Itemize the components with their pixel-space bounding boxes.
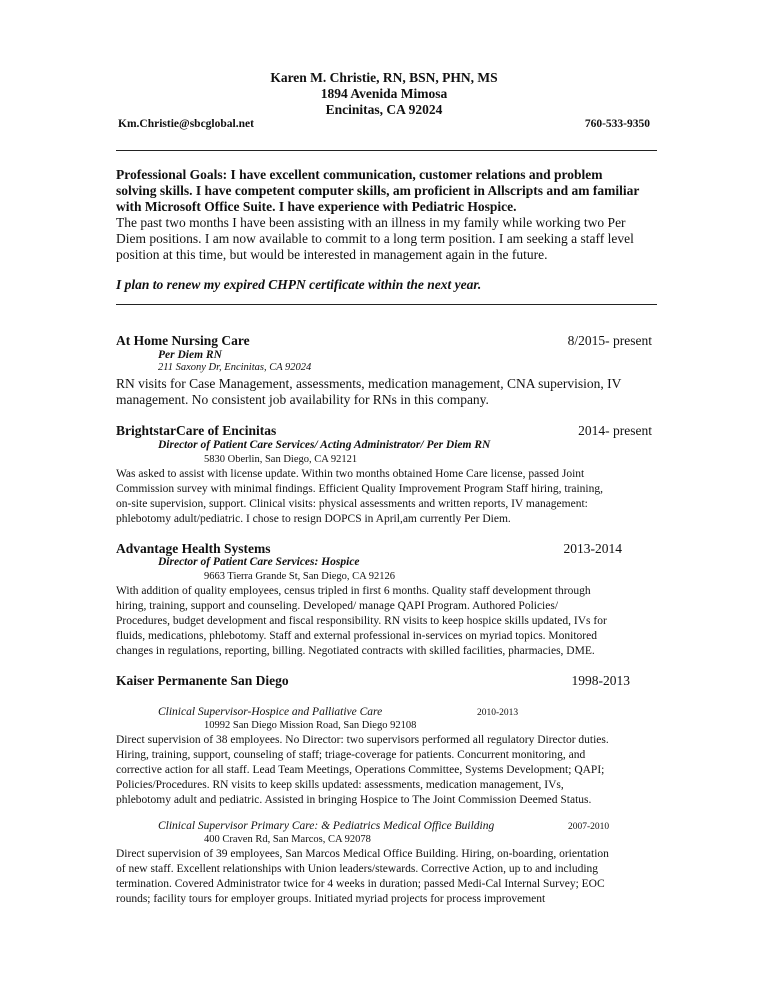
role-description-line: Policies/Procedures. RN visits to keep skills updated: assessments, medication management, IVs,	[116, 779, 564, 791]
role-description-line: phlebotomy adult and pediatric. Assisted in bringing Hospice to The Joint Commission Deemed Status.	[116, 794, 592, 806]
job-description-line: With addition of quality employees, census tripled in first 6 months. Quality staff development through	[116, 585, 591, 597]
role-description-line: Direct supervision of 39 employees, San Marcos Medical Office Building. Hiring, on-boarding, orientation	[116, 848, 609, 860]
city-address: Encinitas, CA 92024	[325, 102, 443, 117]
role-description-line: corrective action for all staff. Lead Team Meetings, Operations Committee, Systems Development; QAPI;	[116, 764, 605, 776]
employment-dates: 2013-2014	[563, 541, 622, 556]
role-title: Clinical Supervisor-Hospice and Palliative Care	[158, 706, 383, 718]
job-title: Director of Patient Care Services/ Acting Administrator/ Per Diem RN	[158, 439, 491, 451]
email-address: Km.Christie@sbcglobal.net	[118, 118, 254, 130]
role-description-line: Hiring, training, support, counseling of staff; triage-coverage for patients. Concurrent monitoring, and	[116, 749, 586, 761]
job-title: Director of Patient Care Services: Hospice	[158, 556, 360, 568]
role-description-line: of new staff. Excellent relationships with Union leaders/stewards. Corrective Action, up to and including	[116, 863, 599, 875]
goals-line-6: position at this time, but would be interested in management again in the future.	[116, 247, 548, 262]
goals-line-3: with Microsoft Office Suite. I have experience with Pediatric Hospice.	[116, 199, 517, 214]
role-description-line: rounds; facility tours for employer groups. Initiated myriad projects for process improvement	[116, 893, 546, 905]
goals-divider	[116, 304, 657, 305]
candidate-name: Karen M. Christie, RN, BSN, PHN, MS	[270, 70, 498, 85]
role-dates: 2010-2013	[477, 708, 519, 718]
job-description-line: Was asked to assist with license update. Within two months obtained Home Care license, passed Joint	[116, 468, 585, 480]
goals-line-4: The past two months I have been assisting with an illness in my family while working two Per	[116, 215, 626, 230]
employer-name: BrightstarCare of Encinitas	[116, 423, 277, 438]
employment-dates: 1998-2013	[571, 673, 630, 688]
goals-line-2: solving skills. I have competent computer skills, am proficient in Allscripts and am familiar	[116, 183, 640, 198]
employer-name: Advantage Health Systems	[116, 541, 271, 556]
role-dates: 2007-2010	[568, 822, 610, 832]
role-address: 400 Craven Rd, San Marcos, CA 92078	[204, 834, 371, 845]
employment-dates: 2014- present	[578, 423, 652, 438]
phone-number: 760-533-9350	[584, 118, 650, 130]
certificate-note: I plan to renew my expired CHPN certificate within the next year.	[116, 277, 482, 292]
job-description-line: phlebotomy adult/pediatric. I chose to resign DOPCS in April,am currently Per Diem.	[116, 513, 511, 525]
job-description-line: Procedures, budget development and fiscal responsibility. RN visits to keep hospice skills updated, IVs for	[116, 615, 607, 627]
job-description-line: on-site supervision, support. Clinical visits: physical assessments and written reports, IV management:	[116, 498, 588, 510]
job-description-line: Commission survey with minimal findings. Efficient Quality Improvement Program Staff hiring, training,	[116, 483, 603, 495]
job-title: Per Diem RN	[158, 349, 222, 361]
header-divider	[116, 150, 657, 151]
role-address: 10992 San Diego Mission Road, San Diego 92108	[204, 720, 417, 731]
job-address: 9663 Tierra Grande St, San Diego, CA 92126	[204, 571, 396, 582]
job-description-line: changes in regulations, reporting, billing. Negotiated contracts with skilled facilities, pharmacies, DME.	[116, 645, 595, 657]
job-address: 5830 Oberlin, San Diego, CA 92121	[204, 454, 358, 465]
goals-line-1: Professional Goals: I have excellent communication, customer relations and problem	[116, 167, 603, 182]
job-description-line: RN visits for Case Management, assessments, medication management, CNA supervision, IV	[116, 376, 622, 391]
job-description-line: fluids, medications, phlebotomy. Staff and external professional in-services on myriad topics. Monitored	[116, 630, 597, 642]
role-description-line: Direct supervision of 38 employees. No Director: two supervisors performed all regulatory Director duties.	[116, 734, 609, 746]
job-description-line: hiring, training, support and counseling. Developed/ manage QAPI Program. Authored Policies/	[116, 600, 559, 612]
street-address: 1894 Avenida Mimosa	[320, 86, 448, 101]
role-description-line: termination. Covered Administrator twice for 4 weeks in duration; passed Medi-Cal Internal Survey; EOC	[116, 878, 605, 890]
job-address: 211 Saxony Dr, Encinitas, CA 92024	[158, 362, 312, 373]
employment-dates: 8/2015- present	[567, 333, 652, 348]
job-description-line: management. No consistent job availability for RNs in this company.	[116, 392, 489, 407]
goals-line-5: Diem positions. I am now available to commit to a long term position. I am seeking a staff level	[116, 231, 634, 246]
employer-name: At Home Nursing Care	[116, 333, 250, 348]
role-title: Clinical Supervisor Primary Care: & Pediatrics Medical Office Building	[158, 820, 495, 832]
employer-name: Kaiser Permanente San Diego	[116, 673, 289, 688]
